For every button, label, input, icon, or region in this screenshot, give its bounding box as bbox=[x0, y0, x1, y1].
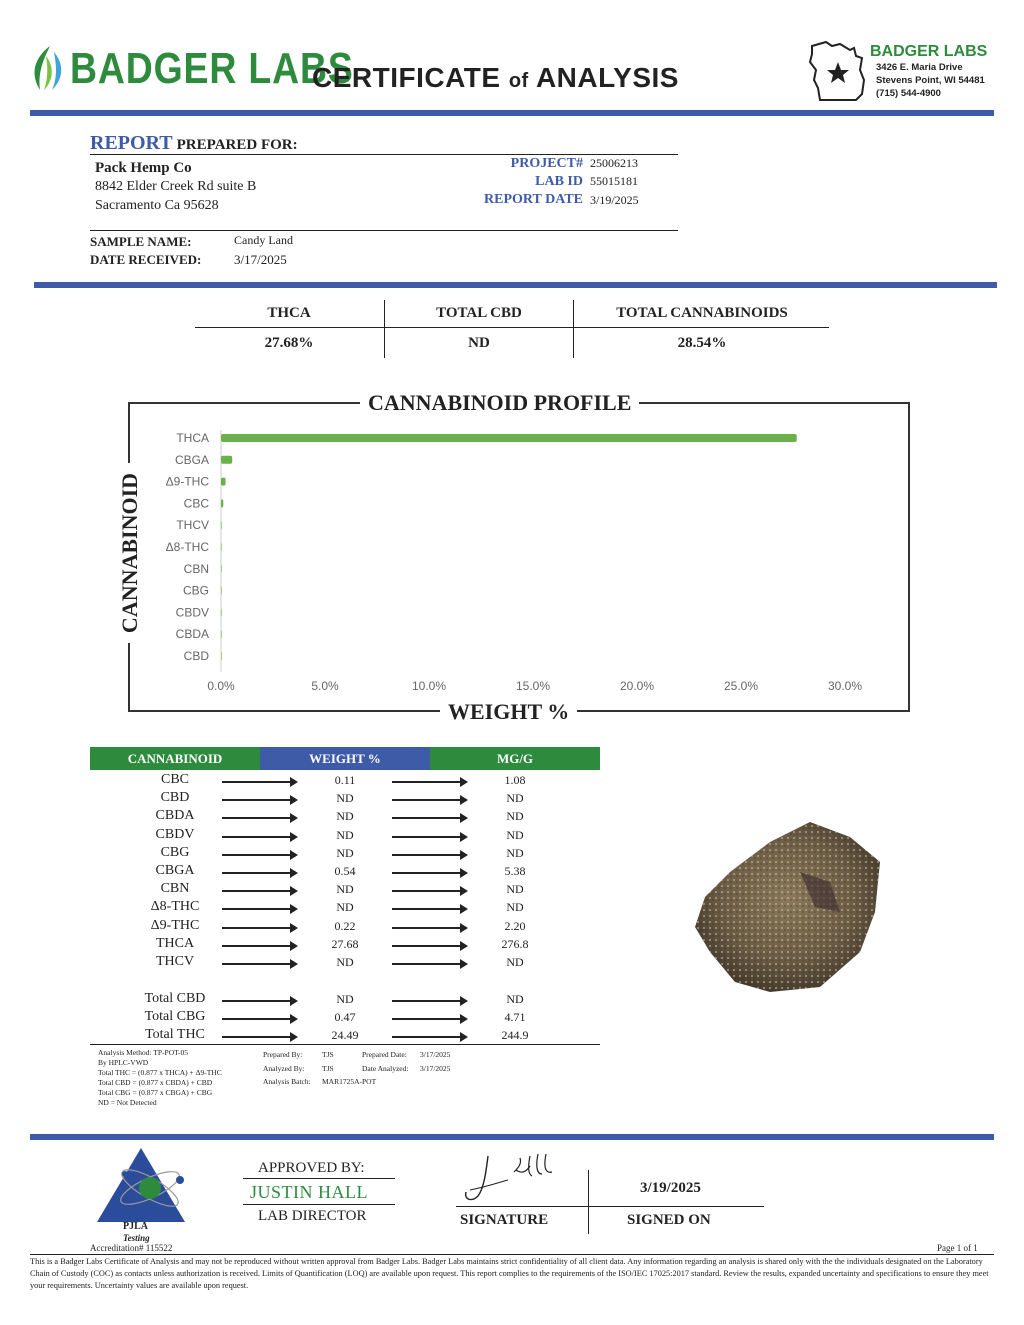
chart-category-label: THCA bbox=[176, 431, 209, 445]
table-row-mg: 1.08 bbox=[504, 773, 526, 787]
client-address-1: 8842 Elder Creek Rd suite B bbox=[95, 179, 257, 194]
address-city: Stevens Point, WI 54481 bbox=[876, 75, 985, 86]
date-received-value: 3/17/2025 bbox=[234, 252, 287, 267]
arrow-icon bbox=[392, 872, 466, 874]
table-row-weight: 0.54 bbox=[334, 864, 356, 878]
arrow-icon bbox=[222, 927, 296, 929]
table-row-weight: 0.47 bbox=[334, 1010, 356, 1025]
pjla-accreditation-logo-icon bbox=[95, 1146, 195, 1226]
cannabinoid-profile-chart bbox=[128, 402, 910, 712]
summary-total-cannabinoids-value: 28.54% bbox=[677, 335, 727, 351]
chart-x-tick-label: 5.0% bbox=[311, 679, 339, 693]
chart-category-label: CBN bbox=[183, 561, 209, 576]
summary-thca-header: THCA bbox=[267, 305, 311, 321]
arrow-icon bbox=[392, 908, 466, 910]
analysis-batch-value: MAR1725A-POT bbox=[322, 1077, 377, 1086]
table-row-weight: ND bbox=[336, 827, 354, 842]
report-date-label: REPORT DATE bbox=[484, 192, 583, 207]
table-row-weight: ND bbox=[336, 845, 354, 860]
chart-x-tick-label: 10.0% bbox=[411, 679, 447, 693]
approved-rule-top bbox=[243, 1178, 395, 1179]
table-row-name: CBDV bbox=[155, 826, 195, 842]
analysis-batch-label: Analysis Batch: bbox=[263, 1077, 311, 1086]
table-bottom-rule bbox=[90, 1044, 600, 1045]
table-header-mg: MG/G bbox=[430, 747, 600, 770]
summary-total-cannabinoids-header: TOTAL CANNABINOIDS bbox=[616, 305, 788, 321]
arrow-icon bbox=[222, 817, 296, 819]
note-total-cbg: Total CBG = (0.877 x CBGA) + CBG bbox=[98, 1088, 213, 1097]
sample-name-label: SAMPLE NAME: bbox=[90, 234, 192, 249]
lab-id-value: 55015181 bbox=[590, 174, 638, 188]
arrow-icon bbox=[222, 836, 296, 838]
arrow-icon bbox=[222, 854, 296, 856]
chart-bar bbox=[221, 499, 223, 507]
report-top-rule bbox=[90, 154, 678, 155]
handwritten-signature bbox=[460, 1152, 570, 1207]
chart-category-label: THCV bbox=[176, 518, 209, 533]
table-row-mg: ND bbox=[506, 992, 524, 1006]
table-row-name: Δ9-THC bbox=[150, 917, 200, 933]
chart-x-tick-label: 20.0% bbox=[619, 679, 655, 693]
date-received-label: DATE RECEIVED: bbox=[90, 252, 202, 267]
chart-bar bbox=[221, 543, 222, 551]
report-date-value: 3/19/2025 bbox=[590, 193, 639, 207]
chart-bar bbox=[221, 434, 797, 442]
chart-x-tick-label: 15.0% bbox=[515, 679, 551, 693]
arrow-icon bbox=[222, 799, 296, 801]
report-prepared-for bbox=[90, 132, 298, 155]
arrow-icon bbox=[222, 1036, 296, 1038]
chart-category-label: Δ9-THC bbox=[165, 474, 209, 489]
approved-rule-bottom bbox=[243, 1204, 395, 1205]
prepared-date-label: Prepared Date: bbox=[362, 1050, 407, 1059]
table-row-weight: ND bbox=[336, 955, 354, 969]
address-company: BADGER LABS bbox=[870, 43, 988, 60]
chart-category-label: Δ8-THC bbox=[165, 540, 209, 554]
table-header-weight: WEIGHT % bbox=[260, 747, 430, 770]
client-name: Pack Hemp Co bbox=[95, 160, 192, 176]
title-part-1: CERTIFICATE bbox=[312, 62, 501, 93]
table-row-mg: ND bbox=[506, 882, 524, 897]
pjla-label: PJLA bbox=[123, 1221, 148, 1232]
prepared-by-label: Prepared By: bbox=[263, 1050, 303, 1059]
table-row-weight: 0.22 bbox=[334, 918, 356, 933]
arrow-icon bbox=[222, 908, 296, 910]
note-total-thc: Total THC = (0.877 x THCA) + Δ9-THC bbox=[98, 1068, 222, 1077]
table-row-name: CBN bbox=[160, 881, 190, 897]
brand-logo-text: BADGER LABS bbox=[70, 44, 354, 93]
table-row-name: CBGA bbox=[155, 863, 195, 878]
address-phone: (715) 544-4900 bbox=[876, 88, 941, 99]
table-row-mg: ND bbox=[506, 809, 524, 824]
table-row-weight: ND bbox=[336, 809, 354, 824]
badger-labs-leaf-logo-icon bbox=[28, 44, 68, 92]
summary-rule bbox=[195, 327, 829, 328]
arrow-icon bbox=[392, 890, 466, 892]
arrow-icon bbox=[222, 872, 296, 874]
header-divider bbox=[30, 110, 994, 116]
table-header-cannabinoid: CANNABINOID bbox=[90, 747, 260, 770]
prepared-by-value: TJS bbox=[322, 1050, 334, 1059]
arrow-icon bbox=[222, 963, 296, 965]
chart-x-tick-label: 25.0% bbox=[723, 679, 759, 693]
table-row-name: THCA bbox=[155, 935, 195, 951]
arrow-icon bbox=[392, 799, 466, 801]
chart-x-axis-label: WEIGHT % bbox=[440, 699, 577, 725]
chart-category-label: CBD bbox=[183, 649, 209, 663]
arrow-icon bbox=[222, 781, 296, 783]
arrow-icon bbox=[392, 817, 466, 819]
chart-category-label: CBGA bbox=[174, 452, 209, 467]
note-hplc: By HPLC-VWD bbox=[98, 1058, 149, 1067]
chart-bar bbox=[221, 608, 222, 616]
title-part-2: ANALYSIS bbox=[535, 62, 679, 93]
report-bottom-rule bbox=[90, 230, 678, 231]
table-row-weight: 27.68 bbox=[331, 936, 359, 951]
section-divider bbox=[34, 282, 997, 288]
table-row-weight: ND bbox=[336, 900, 354, 915]
title-of: of bbox=[508, 70, 529, 92]
note-nd: ND = Not Detected bbox=[98, 1098, 157, 1107]
table-row-mg: 4.71 bbox=[504, 1010, 526, 1025]
chart-bar bbox=[221, 652, 222, 660]
arrow-icon bbox=[392, 1018, 466, 1020]
table-row-name: Total THC bbox=[145, 1027, 205, 1043]
arrow-icon bbox=[222, 1000, 296, 1002]
date-analyzed-value: 3/17/2025 bbox=[420, 1064, 451, 1073]
chart-bar bbox=[221, 456, 232, 464]
wisconsin-map-icon bbox=[806, 36, 870, 104]
chart-category-label: CBDV bbox=[175, 605, 209, 620]
arrow-icon bbox=[392, 1000, 466, 1002]
table-row-name: CBDA bbox=[155, 808, 195, 824]
table-row-name: CBC bbox=[160, 772, 189, 787]
pjla-testing-label: Testing bbox=[123, 1233, 150, 1243]
lab-id-label: LAB ID bbox=[535, 174, 583, 189]
arrow-icon bbox=[392, 963, 466, 965]
disclaimer-text: This is a Badger Labs Certificate of Analysis and may not be reproduced without written approval from Badger Labs. Badger Labs maintains strict confidentiality of all client data. Any information regarding an analysis is shared only with the the individuals designated on the Laboratory Chain of Custody (COC) as contacts unless authorization is received. Limits of Quantification (LOQ) are available upon request. This report complies to the requirements of the ISO/IEC 17025:2017 standard. Review the results, expanded uncertainty and specifications to ensure they meet your requirements. Uncertainty values are available upon request. bbox=[30, 1257, 989, 1290]
disclaimer-rule bbox=[30, 1254, 994, 1255]
note-total-cbd: Total CBD = (0.877 x CBDA) + CBD bbox=[98, 1078, 213, 1087]
chart-bar bbox=[221, 630, 222, 638]
chart-title: CANNABINOID PROFILE bbox=[360, 390, 639, 416]
signed-date: 3/19/2025 bbox=[640, 1180, 701, 1196]
chart-category-label: CBC bbox=[183, 496, 209, 511]
table-row-name: CBD bbox=[160, 790, 190, 806]
page-number: Page 1 of 1 bbox=[937, 1243, 978, 1253]
signature-label: SIGNATURE bbox=[460, 1212, 549, 1228]
signed-on-label: SIGNED ON bbox=[627, 1212, 711, 1228]
chart-category-label: CBG bbox=[182, 583, 209, 598]
table-row-mg: ND bbox=[506, 845, 524, 860]
signature-divider bbox=[588, 1170, 589, 1234]
arrow-icon bbox=[392, 854, 466, 856]
approved-by-label: APPROVED BY: bbox=[258, 1160, 365, 1176]
arrow-icon bbox=[392, 781, 466, 783]
analyzed-by-label: Analyzed By: bbox=[263, 1064, 305, 1073]
summary-divider-2 bbox=[573, 300, 574, 358]
chart-bar bbox=[221, 521, 222, 529]
chart-category-label: CBDA bbox=[175, 627, 209, 642]
arrow-icon bbox=[222, 1018, 296, 1020]
sample-name-value: Candy Land bbox=[234, 233, 293, 247]
table-row-name: Total CBD bbox=[144, 991, 206, 1006]
prepared-date-value: 3/17/2025 bbox=[420, 1050, 451, 1059]
table-row-mg: 244.9 bbox=[501, 1028, 529, 1043]
arrow-icon bbox=[392, 927, 466, 929]
table-row-name: CBG bbox=[160, 844, 190, 860]
chart-bar bbox=[221, 478, 226, 486]
table-row-mg: 2.20 bbox=[504, 918, 526, 933]
table-row-weight: 0.11 bbox=[334, 773, 356, 787]
arrow-icon bbox=[392, 945, 466, 947]
chart-bar bbox=[221, 565, 222, 573]
address-street: 3426 E. Maria Drive bbox=[876, 62, 963, 73]
accreditation-number: Accreditation# 115522 bbox=[90, 1243, 173, 1253]
arrow-icon bbox=[392, 836, 466, 838]
chart-y-axis-label: CANNABINOID bbox=[117, 463, 143, 643]
approver-name: JUSTIN HALL bbox=[250, 1182, 368, 1202]
table-row-mg: ND bbox=[506, 791, 524, 806]
table-row-name: Δ8-THC bbox=[150, 899, 200, 915]
note-method: Analysis Method: TP-POT-05 bbox=[98, 1048, 189, 1057]
project-value: 25006213 bbox=[590, 156, 638, 170]
prepared-for-label: PREPARED FOR: bbox=[176, 137, 298, 153]
analyzed-by-value: TJS bbox=[322, 1064, 334, 1073]
signature-rule bbox=[456, 1206, 764, 1207]
table-row-mg: 276.8 bbox=[501, 936, 529, 951]
chart-x-tick-label: 0.0% bbox=[207, 679, 235, 693]
table-row-mg: ND bbox=[506, 900, 524, 915]
table-row-name: Total CBG bbox=[144, 1009, 206, 1025]
table-row-weight: ND bbox=[336, 791, 354, 806]
approver-title: LAB DIRECTOR bbox=[258, 1208, 367, 1224]
table-row-weight: ND bbox=[336, 882, 354, 897]
chart-bar bbox=[221, 587, 222, 595]
summary-total-cbd-value: ND bbox=[468, 335, 490, 351]
table-row-mg: 5.38 bbox=[504, 864, 526, 878]
summary-thca-value: 27.68% bbox=[264, 335, 314, 351]
table-row-weight: ND bbox=[336, 992, 354, 1006]
chart-x-tick-label: 30.0% bbox=[827, 679, 863, 693]
date-analyzed-label: Date Analyzed: bbox=[362, 1064, 409, 1073]
client-address-2: Sacramento Ca 95628 bbox=[95, 198, 219, 213]
document-title bbox=[312, 62, 679, 94]
footer-divider bbox=[30, 1134, 994, 1140]
table-row-mg: ND bbox=[506, 955, 524, 969]
arrow-icon bbox=[222, 945, 296, 947]
report-word: REPORT bbox=[90, 132, 173, 154]
arrow-icon bbox=[392, 1036, 466, 1038]
table-row-mg: ND bbox=[506, 827, 524, 842]
table-row-weight: 24.49 bbox=[331, 1028, 359, 1043]
sample-flower-image bbox=[690, 812, 890, 1002]
arrow-icon bbox=[222, 890, 296, 892]
table-row-name: THCV bbox=[155, 954, 195, 969]
summary-total-cbd-header: TOTAL CBD bbox=[436, 305, 522, 321]
project-label: PROJECT# bbox=[510, 156, 583, 171]
